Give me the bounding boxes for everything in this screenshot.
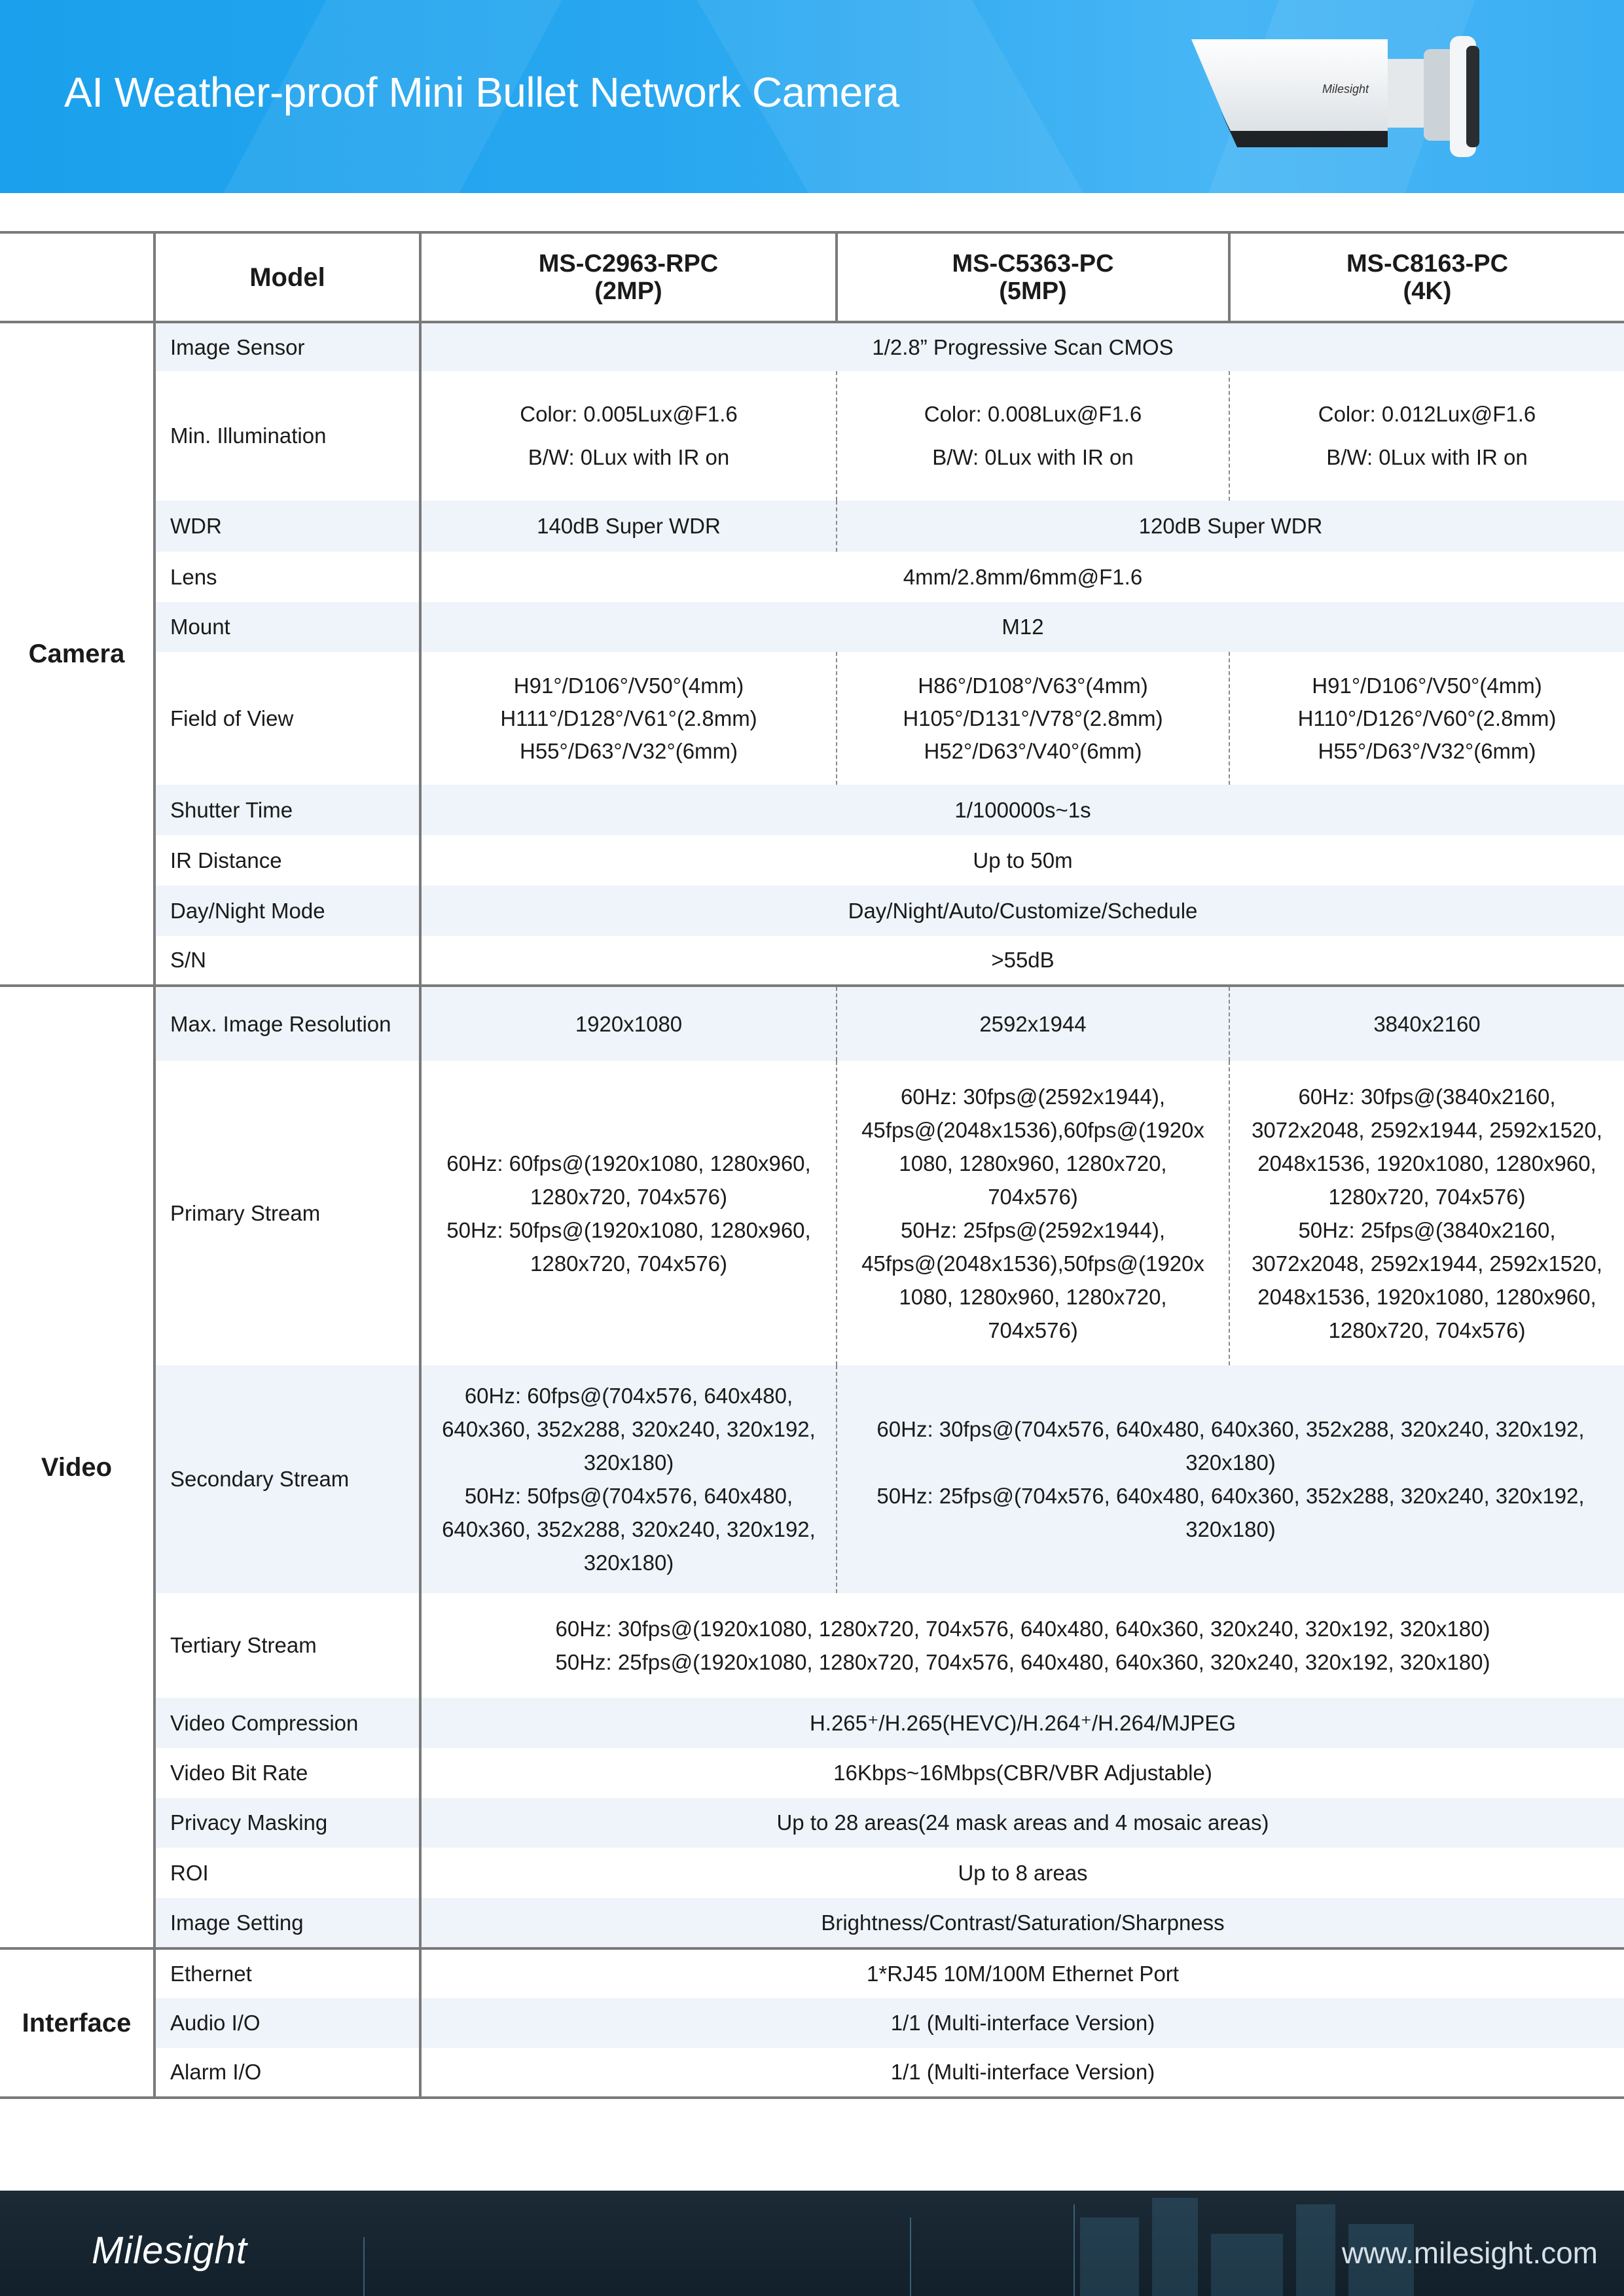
label-primary-stream: Primary Stream bbox=[154, 1061, 420, 1365]
row-roi bbox=[0, 1848, 1624, 1898]
label-audio-io: Audio I/O bbox=[154, 1998, 420, 2048]
page-title: AI Weather-proof Mini Bullet Network Camera bbox=[64, 69, 899, 116]
label-max-resolution: Max. Image Resolution bbox=[154, 986, 420, 1061]
value-video-compression: H.265⁺/H.265(HEVC)/H.264⁺/H.264/MJPEG bbox=[420, 1698, 1624, 1748]
skyline-decoration bbox=[1296, 2204, 1335, 2296]
label-wdr: WDR bbox=[154, 501, 420, 552]
value-day-night-mode: Day/Night/Auto/Customize/Schedule bbox=[420, 886, 1624, 936]
skyline-decoration bbox=[363, 2237, 365, 2296]
row-image-sensor bbox=[0, 322, 1624, 371]
value-roi: Up to 8 areas bbox=[958, 1860, 1088, 1885]
value-wdr-1: 140dB Super WDR bbox=[420, 501, 837, 552]
label-roi: ROI bbox=[154, 1848, 420, 1898]
row-video-compression bbox=[0, 1698, 1624, 1748]
model-header-row bbox=[0, 232, 1624, 322]
value-secondary-stream-2: 60Hz: 30fps@(704x576, 640x480, 640x360, 352x288, 320x240, 320x192, 320x180) 50Hz: 25fps@(704x576, 640x480, 640x360, 352x288, 320x240, 320x192, 320x180) bbox=[837, 1365, 1624, 1593]
spec-table bbox=[0, 231, 1624, 2099]
value-fov-3: H91°/D106°/V50°(4mm) H110°/D126°/V60°(2.8mm) H55°/D63°/V32°(6mm) bbox=[1297, 673, 1557, 763]
row-image-setting bbox=[0, 1898, 1624, 1948]
row-mount bbox=[0, 602, 1624, 652]
value-secondary-stream-1: 60Hz: 60fps@(704x576, 640x480, 640x360, 352x288, 320x240, 320x192, 320x180) 50Hz: 50fps@(704x576, 640x480, 640x360, 352x288, 320x240, 320x192, 320x180) bbox=[420, 1365, 837, 1593]
row-ethernet bbox=[0, 1948, 1624, 1998]
row-secondary-stream bbox=[0, 1365, 1624, 1593]
model-header: Model bbox=[154, 232, 420, 322]
label-min-illumination: Min. Illumination bbox=[154, 371, 420, 501]
skyline-decoration bbox=[1211, 2234, 1283, 2296]
camera-product-image bbox=[1191, 20, 1532, 173]
footer-logo: Milesight bbox=[92, 2229, 247, 2272]
label-privacy-masking: Privacy Masking bbox=[154, 1798, 420, 1848]
label-alarm-io: Alarm I/O bbox=[154, 2048, 420, 2098]
footer bbox=[0, 2191, 1624, 2296]
label-secondary-stream: Secondary Stream bbox=[154, 1365, 420, 1593]
label-video-bit-rate: Video Bit Rate bbox=[154, 1748, 420, 1798]
row-video-bit-rate bbox=[0, 1748, 1624, 1798]
value-min-illumination-3: Color: 0.012Lux@F1.6 B/W: 0Lux with IR on bbox=[1318, 402, 1536, 469]
row-audio-io bbox=[0, 1998, 1624, 2048]
value-image-setting: Brightness/Contrast/Saturation/Sharpness bbox=[420, 1898, 1624, 1948]
header-banner bbox=[0, 0, 1624, 193]
value-ir-distance: Up to 50m bbox=[973, 848, 1073, 872]
row-lens bbox=[0, 552, 1624, 602]
row-privacy-masking bbox=[0, 1798, 1624, 1848]
label-day-night-mode: Day/Night Mode bbox=[154, 886, 420, 936]
value-max-resolution-1: 1920x1080 bbox=[420, 986, 837, 1061]
skyline-decoration bbox=[1080, 2217, 1139, 2296]
model-col-1: MS-C2963-RPC (2MP) bbox=[420, 232, 837, 322]
value-alarm-io: 1/1 (Multi-interface Version) bbox=[420, 2048, 1624, 2098]
value-audio-io: 1/1 (Multi-interface Version) bbox=[420, 1998, 1624, 2048]
value-shutter-time: 1/100000s~1s bbox=[420, 785, 1624, 835]
row-shutter-time bbox=[0, 785, 1624, 835]
row-wdr bbox=[0, 501, 1624, 552]
row-sn bbox=[0, 936, 1624, 986]
label-lens: Lens bbox=[154, 552, 420, 602]
value-max-resolution-2: 2592x1944 bbox=[837, 986, 1229, 1061]
value-primary-stream-3: 60Hz: 30fps@(3840x2160, 3072x2048, 2592x1944, 2592x1520, 2048x1536, 1920x1080, 1280x960, 1280x720, 704x576) 50Hz: 25fps@(3840x2160, 3072x2048, 2592x1944, 2592x1520, 2048x1536, 1920x1080, 1280x960, 1280x720, 704x576) bbox=[1252, 1084, 1602, 1342]
label-video-compression: Video Compression bbox=[154, 1698, 420, 1748]
value-primary-stream-1: 60Hz: 60fps@(1920x1080, 1280x960, 1280x720, 704x576) 50Hz: 50fps@(1920x1080, 1280x960, 1280x720, 704x576) bbox=[420, 1061, 837, 1365]
value-primary-stream-2: 60Hz: 30fps@(2592x1944), 45fps@(2048x1536),60fps@(1920x 1080, 1280x960, 1280x720, 704x576) 50Hz: 25fps@(2592x1944), 45fps@(2048x1536),50fps@(1920x 1080, 1280x960, 1280x720, 704x576) bbox=[837, 1061, 1229, 1365]
value-min-illumination-1: Color: 0.005Lux@F1.6 B/W: 0Lux with IR on bbox=[420, 371, 837, 501]
value-video-bit-rate: 16Kbps~16Mbps(CBR/VBR Adjustable) bbox=[833, 1761, 1212, 1785]
corner-cell bbox=[0, 232, 154, 322]
row-field-of-view bbox=[0, 652, 1624, 785]
row-ir-distance bbox=[0, 835, 1624, 886]
row-alarm-io bbox=[0, 2048, 1624, 2098]
row-day-night-mode bbox=[0, 886, 1624, 936]
value-wdr-2: 120dB Super WDR bbox=[837, 501, 1624, 552]
group-camera: Camera bbox=[0, 322, 154, 986]
skyline-decoration bbox=[1074, 2204, 1075, 2296]
label-mount: Mount bbox=[154, 602, 420, 652]
row-max-resolution bbox=[0, 986, 1624, 1061]
value-lens: 4mm/2.8mm/6mm@F1.6 bbox=[903, 564, 1143, 589]
value-fov-1: H91°/D106°/V50°(4mm) H111°/D128°/V61°(2.8mm) H55°/D63°/V32°(6mm) bbox=[420, 652, 837, 785]
group-video: Video bbox=[0, 986, 154, 1948]
row-min-illumination bbox=[0, 371, 1624, 501]
value-tertiary-stream: 60Hz: 30fps@(1920x1080, 1280x720, 704x576, 640x480, 640x360, 320x240, 320x192, 320x180) 50Hz: 25fps@(1920x1080, 1280x720, 704x576, 640x480, 640x360, 320x240, 320x192, 320x180) bbox=[555, 1617, 1490, 1674]
model-col-3: MS-C8163-PC (4K) bbox=[1229, 232, 1624, 322]
value-privacy-masking: Up to 28 areas(24 mask areas and 4 mosaic areas) bbox=[420, 1798, 1624, 1848]
value-ethernet: 1*RJ45 10M/100M Ethernet Port bbox=[867, 1962, 1179, 1986]
group-interface: Interface bbox=[0, 1948, 154, 2098]
row-tertiary-stream bbox=[0, 1593, 1624, 1698]
label-ir-distance: IR Distance bbox=[154, 835, 420, 886]
label-tertiary-stream: Tertiary Stream bbox=[154, 1593, 420, 1698]
label-field-of-view: Field of View bbox=[154, 652, 420, 785]
label-shutter-time: Shutter Time bbox=[154, 785, 420, 835]
value-sn: >55dB bbox=[420, 936, 1624, 986]
value-max-resolution-3: 3840x2160 bbox=[1229, 986, 1624, 1061]
camera-logo-text: Milesight bbox=[1322, 82, 1369, 96]
value-fov-2: H86°/D108°/V63°(4mm) H105°/D131°/V78°(2.8mm) H52°/D63°/V40°(6mm) bbox=[837, 652, 1229, 785]
label-sn: S/N bbox=[154, 936, 420, 986]
label-image-sensor: Image Sensor bbox=[154, 322, 420, 371]
label-ethernet: Ethernet bbox=[154, 1948, 420, 1998]
footer-url: www.milesight.com bbox=[1341, 2236, 1598, 2270]
model-col-2: MS-C5363-PC (5MP) bbox=[837, 232, 1229, 322]
skyline-decoration bbox=[910, 2217, 911, 2296]
row-primary-stream bbox=[0, 1061, 1624, 1365]
label-image-setting: Image Setting bbox=[154, 1898, 420, 1948]
value-mount: M12 bbox=[420, 602, 1624, 652]
value-min-illumination-2: Color: 0.008Lux@F1.6 B/W: 0Lux with IR on bbox=[837, 371, 1229, 501]
value-image-sensor: 1/2.8” Progressive Scan CMOS bbox=[420, 322, 1624, 371]
skyline-decoration bbox=[1152, 2198, 1198, 2296]
